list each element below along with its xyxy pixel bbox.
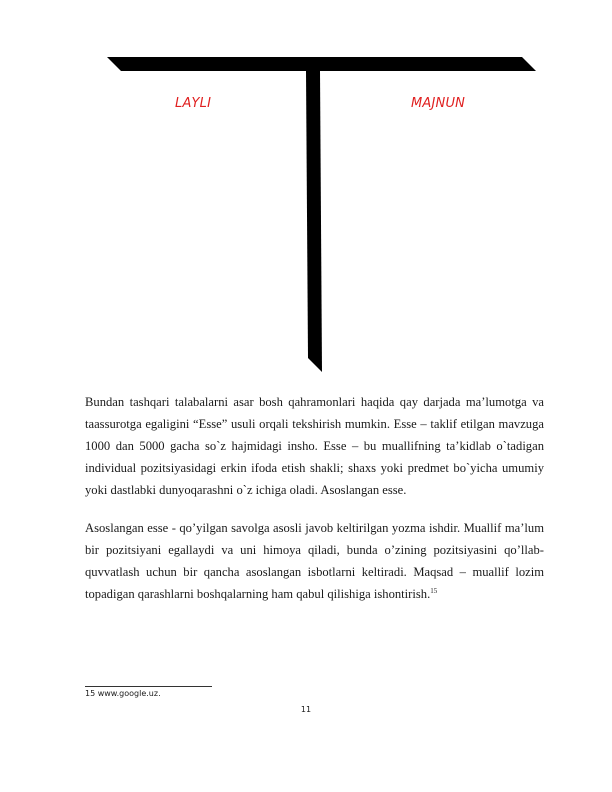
- paragraph-2-text: Asoslangan esse - qo’yilgan savolga asosli javob keltirilgan yozma ishdir. Muallif ma’lum bir pozitsiyani egallaydi va uni himoya qiladi, bunda o’zining pozitsiyasini qo’llab-quvvatlash uchun bir qancha asoslangan isbotlarni keltiradi. Maqsad – muallif lozim topadigan qarashlarni boshqalarning ham qabul qilishiga ishontirish.: [85, 521, 544, 601]
- body-paragraph-2: [85, 517, 544, 605]
- t-chart-vertical-bar: [306, 71, 322, 372]
- paragraph-1-text: Bundan tashqari talabalarni asar bosh qahramonlari haqida qay darjada ma’lumotga va taassurotga egaligini “Esse” usuli orqali tekshirish mumkin. Esse – taklif etilgan mavzuga 1000 dan 5000 gacha so`z hajmidagi insho. Esse – bu muallifning ta’kidlab o`tadigan individual pozitsiyasidagi erkin ifoda etish shakli; shaxs yoki predmet bo`yicha umumiy yoki dastlabki dunyoqarashni o`z ichiga oladi. Asoslangan esse.: [85, 395, 544, 497]
- right-column-heading: MAJNUN: [411, 96, 466, 111]
- footnote-divider: [85, 686, 212, 687]
- t-chart-top-bar: [107, 57, 536, 71]
- body-paragraph-1: [85, 391, 544, 501]
- footnote-reference: 15: [430, 586, 438, 595]
- t-chart-diagram: [0, 0, 612, 380]
- left-column-heading: LAYLI: [175, 96, 212, 111]
- footnote-text: 15 www.google.uz.: [85, 689, 161, 698]
- page-number: 11: [300, 705, 312, 714]
